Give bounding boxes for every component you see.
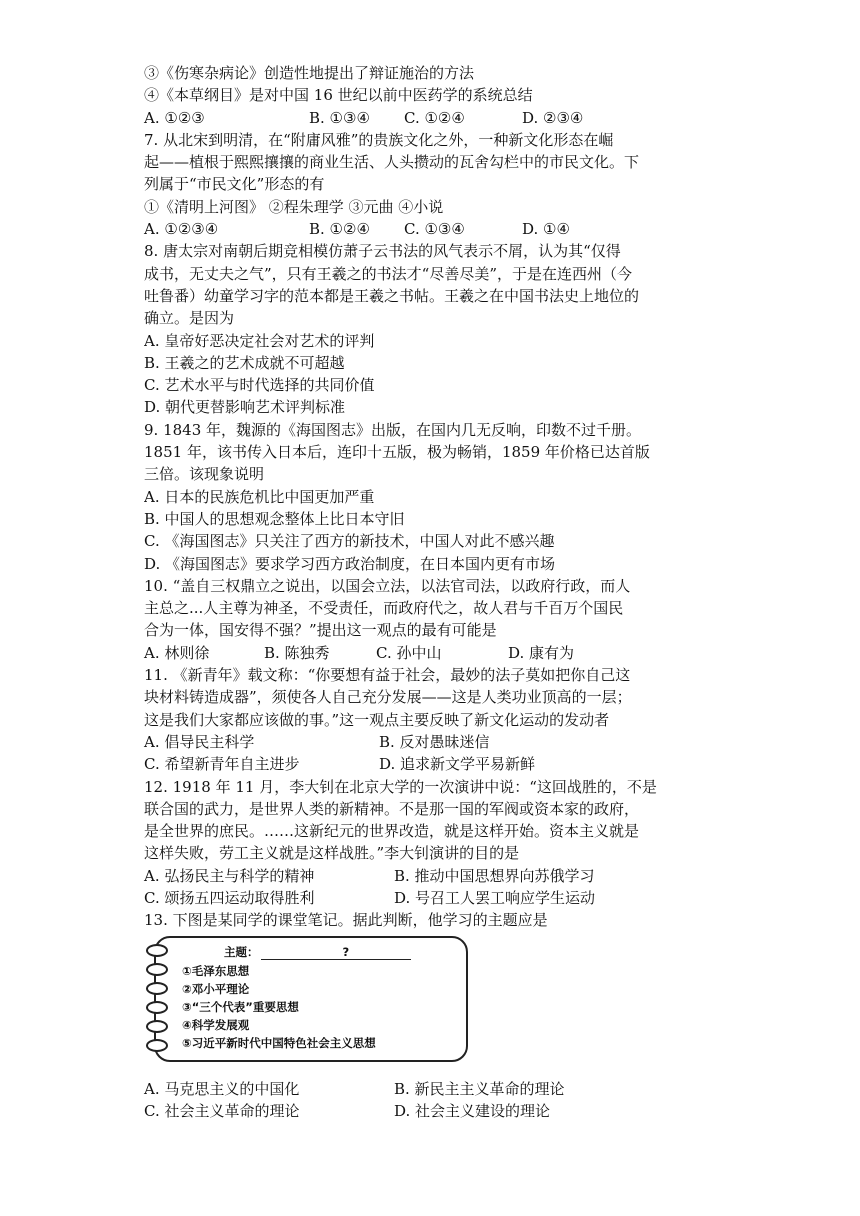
notebook-item: ③“三个代表”重要思想 — [182, 999, 299, 1014]
q13-option-b[interactable]: B. 新民主主义革命的理论 — [394, 1079, 565, 1098]
q10-option-c[interactable]: C. 孙中山 — [376, 643, 442, 662]
q6-options — [144, 107, 724, 129]
q9-stem-line: 三倍。该现象说明 — [144, 465, 265, 484]
q9-stem-line: 9. 1843 年，魏源的《海国图志》出版，在国内几无反响，印数不过千册。 — [144, 420, 642, 439]
q7-stem-line: 列属于“市民文化”形态的有 — [144, 175, 325, 194]
q11-stem-line: 11. 《新青年》载文称：“你要想有益于社会，最妙的法子莫如把你自己这 — [144, 666, 631, 685]
q10-option-d[interactable]: D. 康有为 — [508, 643, 575, 662]
q6-option-b[interactable]: B. ①③④ — [309, 108, 370, 127]
q13-option-c[interactable]: C. 社会主义革命的理论 — [144, 1101, 300, 1120]
q7-items: ①《清明上河图》 ②程朱理学 ③元曲 ④小说 — [144, 197, 444, 216]
spacer — [144, 1062, 724, 1078]
q11-stem-line: 块材料铸造成器”，须使各人自己充分发展——这是人类功业顶高的一层； — [144, 688, 632, 707]
spiral-ring-icon — [146, 963, 168, 976]
notebook-topic-line — [224, 944, 411, 960]
q9-stem-line: 1851 年，该书传入日本后，连印十五版，极为畅销，1859 年价格已达首版 — [144, 443, 650, 462]
q9-option-a[interactable]: A. 日本的民族危机比中国更加严重 — [144, 487, 375, 506]
q10-option-a[interactable]: A. 林则徐 — [144, 643, 210, 662]
q8-stem-line: 吐鲁番）幼童学习字的范本都是王羲之书帖。王羲之在中国书法史上地位的 — [144, 286, 640, 305]
q6-option-a[interactable]: A. ①②③ — [144, 108, 205, 127]
spiral-ring-icon — [146, 944, 168, 957]
spiral-ring-icon — [146, 1020, 168, 1033]
notebook-topic-label: 主题： — [224, 944, 259, 959]
notebook-topic-blank — [261, 946, 411, 960]
q12-options-row-2 — [144, 887, 724, 909]
q6-item-3: ③《伤寒杂病论》创造性地提出了辩证施治的方法 — [144, 64, 475, 82]
exam-page — [144, 62, 724, 1122]
q9-option-b[interactable]: B. 中国人的思想观念整体上比日本守旧 — [144, 509, 405, 528]
q11-options-row-2 — [144, 753, 724, 775]
q12-option-d[interactable]: D. 号召工人罢工响应学生运动 — [394, 888, 596, 907]
q11-option-c[interactable]: C. 希望新青年自主进步 — [144, 755, 300, 774]
q11-option-a[interactable]: A. 倡导民主科学 — [144, 732, 255, 751]
q10-stem-line: 主总之...人主尊为神圣，不受责任，而政府代之，故人君与千百万个国民 — [144, 599, 624, 618]
q7-option-a[interactable]: A. ①②③④ — [144, 220, 219, 239]
q13-stem: 13. 下图是某同学的课堂笔记。据此判断，他学习的主题应是 — [144, 911, 548, 930]
q9-option-d[interactable]: D. 《海国图志》要求学习西方政治制度，在日本国内更有市场 — [144, 554, 556, 573]
notebook-item: ④科学发展观 — [182, 1017, 250, 1032]
notebook-item: ②邓小平理论 — [182, 981, 250, 996]
q11-stem-line: 这是我们大家都应该做的事。”这一观点主要反映了新文化运动的发动者 — [144, 710, 610, 729]
q12-option-b[interactable]: B. 推动中国思想界向苏俄学习 — [394, 866, 595, 885]
q13-options-row-2 — [144, 1100, 724, 1122]
q8-option-c[interactable]: C. 艺术水平与时代选择的共同价值 — [144, 376, 375, 395]
q11-option-d[interactable]: D. 追求新文学平易新鲜 — [379, 755, 536, 774]
q7-stem-line: 7. 从北宋到明清，在“附庸风雅”的贵族文化之外，一种新文化形态在崛 — [144, 130, 614, 149]
q7-stem-line: 起——植根于熙熙攘攘的商业生活、人头攒动的瓦舍勾栏中的市民文化。下 — [144, 153, 640, 172]
q6-option-c[interactable]: C. ①②④ — [404, 108, 465, 127]
q10-option-b[interactable]: B. 陈独秀 — [264, 643, 330, 662]
q10-stem-line: 10. “盖自三权鼎立之说出，以国会立法，以法官司法，以政府行政，而人 — [144, 576, 631, 595]
q12-option-c[interactable]: C. 颂扬五四运动取得胜利 — [144, 888, 315, 907]
q12-stem-line: 12. 1918 年 11 月，李大钊在北京大学的一次演讲中说：“这回战胜的，不是 — [144, 777, 657, 796]
q12-stem-line: 联合国的武力，是世界人类的新精神。不是那一国的军阀或资本家的政府， — [144, 799, 640, 818]
notebook-item: ⑤习近平新时代中国特色社会主义思想 — [182, 1035, 376, 1050]
q11-option-b[interactable]: B. 反对愚昧迷信 — [379, 732, 490, 751]
notebook-topic-question-mark: ? — [342, 944, 350, 959]
q9-option-c[interactable]: C. 《海国图志》只关注了西方的新技术，中国人对此不感兴趣 — [144, 532, 555, 551]
q13-option-a[interactable]: A. 马克思主义的中国化 — [144, 1079, 300, 1098]
spiral-ring-icon — [146, 982, 168, 995]
q8-stem-line: 确立。是因为 — [144, 309, 235, 328]
q6-item-4: ④《本草纲目》是对中国 16 世纪以前中医药学的系统总结 — [144, 86, 533, 105]
q10-stem-line: 合为一体，国安得不强？”提出这一观点的最有可能是 — [144, 621, 497, 640]
q8-option-b[interactable]: B. 王羲之的艺术成就不可超越 — [144, 353, 345, 372]
q8-stem-line: 8. 唐太宗对南朝后期竞相模仿萧子云书法的风气表示不屑，认为其“仅得 — [144, 242, 621, 261]
q11-options-row-1 — [144, 731, 724, 753]
q7-options — [144, 218, 724, 240]
q12-stem-line: 这样失败，劳工主义就是这样战胜。”李大钊演讲的目的是 — [144, 844, 520, 863]
q7-option-d[interactable]: D. ①④ — [522, 220, 570, 239]
notebook-item: ①毛泽东思想 — [182, 963, 250, 978]
spiral-ring-icon — [146, 1039, 168, 1052]
q12-stem-line: 是全世界的庶民。……这新纪元的世界改造，就是这样开始。资本主义就是 — [144, 822, 640, 841]
q7-option-b[interactable]: B. ①②④ — [309, 220, 370, 239]
q12-options-row-1 — [144, 865, 724, 887]
q8-option-d[interactable]: D. 朝代更替影响艺术评判标准 — [144, 398, 346, 417]
q8-option-a[interactable]: A. 皇帝好恶决定社会对艺术的评判 — [144, 331, 375, 350]
class-notes-figure — [146, 936, 468, 1062]
q7-option-c[interactable]: C. ①③④ — [404, 220, 465, 239]
q6-option-d[interactable]: D. ②③④ — [522, 108, 584, 127]
q13-options-row-1 — [144, 1078, 724, 1100]
q8-stem-line: 成书，无丈夫之气”，只有王羲之的书法才“尽善尽美”，于是在连西州（今 — [144, 264, 633, 283]
spiral-ring-icon — [146, 1001, 168, 1014]
q13-option-d[interactable]: D. 社会主义建设的理论 — [394, 1101, 551, 1120]
q10-options — [144, 642, 724, 664]
q12-option-a[interactable]: A. 弘扬民主与科学的精神 — [144, 866, 315, 885]
